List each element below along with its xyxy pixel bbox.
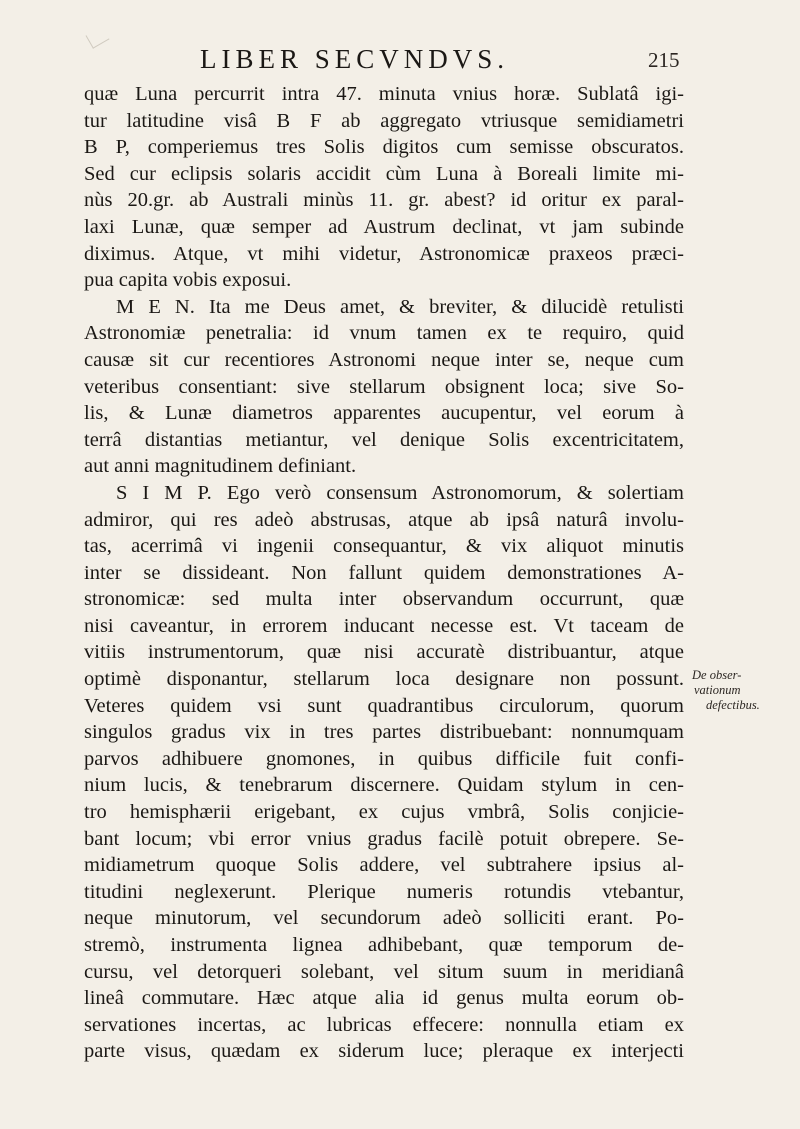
margin-note-line: vationum: [694, 683, 741, 697]
text-line: cursu, vel detorqueri solebant, vel situm suum in meridianâ: [84, 960, 684, 983]
text-line: neque minutorum, vel secundorum adeò solliciti erant. Po-: [84, 907, 684, 930]
text-line: B P, comperiemus tres Solis digitos cum semisse obscuratos.: [84, 136, 684, 159]
text-line: stronomicæ: sed multa inter observandum occurrunt, quæ: [84, 588, 684, 611]
margin-note-line: defectibus.: [706, 698, 760, 712]
running-title: LIBER SECVNDVS.: [200, 44, 510, 74]
text-line: parte visus, quædam ex siderum luce; pleraque ex interjecti: [84, 1040, 684, 1063]
margin-note: [692, 668, 788, 713]
text-line: servationes incertas, ac lubricas effecere: nonnulla etiam ex: [84, 1013, 684, 1036]
text-line: laxi Lunæ, quæ semper ad Austrum declinat, vt jam subinde: [84, 215, 684, 238]
text-line: nùs 20.gr. ab Australi minùs 11. gr. abest? id oritur ex paral-: [84, 189, 684, 212]
text-line: lis, & Lunæ diametros apparentes aucupentur, vel eorum à: [84, 402, 684, 425]
text-line: admiror, qui res adeò abstrusas, atque ab ipsâ naturâ involu-: [84, 508, 684, 531]
text-line: tas, acerrimâ vi ingenii consequantur, & vix aliquot minutis: [84, 535, 684, 558]
text-line: S I M P. Ego verò consensum Astronomorum, & solertiam: [116, 481, 684, 504]
page-header: [0, 44, 800, 74]
text-line: Sed cur eclipsis solaris accidit cùm Luna à Boreali limite mi-: [84, 162, 684, 185]
text-line: terrâ distantias metiantur, vel denique Solis excentricitatem,: [84, 428, 684, 451]
text-line: diximus. Atque, vt mihi videtur, Astronomicæ praxeos præci-: [84, 242, 684, 265]
page-number: 215: [648, 48, 680, 72]
text-line: inter se dissideant. Non fallunt quidem demonstrationes A-: [84, 561, 684, 584]
text-line: nium lucis, & tenebrarum discernere. Quidam stylum in cen-: [84, 774, 684, 797]
text-line: nisi caveantur, in errorem inducant necesse est. Vt taceam de: [84, 614, 684, 637]
text-line: tur latitudine visâ B F ab aggregato vtriusque semidiametri: [84, 109, 684, 132]
text-line: M E N. Ita me Deus amet, & breviter, & dilucidè retulisti: [116, 295, 684, 318]
text-line: Astronomiæ penetralia: id vnum tamen ex te requiro, quid: [84, 322, 684, 345]
text-line: parvos adhibuere gnomones, in quibus difficile fuit confi-: [84, 747, 684, 770]
text-line: midiametrum quoque Solis addere, vel subtrahere ipsius al-: [84, 854, 684, 877]
text-line: quæ Luna percurrit intra 47. minuta vnius horæ. Sublatâ igi-: [84, 83, 684, 105]
text-line: pua capita vobis exposui.: [84, 269, 292, 292]
text-line: bant locum; vbi error vnius gradus facilè potuit obrepere. Se-: [84, 827, 684, 850]
margin-note-line: De obser-: [692, 668, 742, 682]
text-line: singulos gradus vix in tres partes distribuebant: nonnumquam: [84, 721, 684, 744]
text-line: stremò, instrumenta lignea adhibebant, quæ temporum de-: [84, 934, 684, 956]
text-line: lineâ commutare. Hæc atque alia id genus multa eorum ob-: [84, 987, 684, 1010]
text-line: veteribus consentiant: sive stellarum obsignent loca; sive So-: [84, 375, 684, 398]
body-text: [84, 81, 684, 1065]
text-line: optimè disponantur, stellarum loca designare non possunt.: [84, 668, 684, 691]
text-line: titudini neglexerunt. Plerique numeris rotundis vtebantur,: [84, 880, 684, 903]
text-line: causæ sit cur recentiores Astronomi neque inter se, neque cum: [84, 348, 684, 371]
text-line: vitiis instrumentorum, quæ nisi accuratè distribuantur, atque: [84, 641, 684, 664]
text-line: tro hemisphærii erigebant, ex cujus vmbrâ, Solis conjicie-: [84, 801, 684, 824]
text-line: Veteres quidem vsi sunt quadrantibus circulorum, quorum: [84, 694, 684, 717]
text-line: aut anni magnitudinem definiant.: [84, 455, 357, 478]
